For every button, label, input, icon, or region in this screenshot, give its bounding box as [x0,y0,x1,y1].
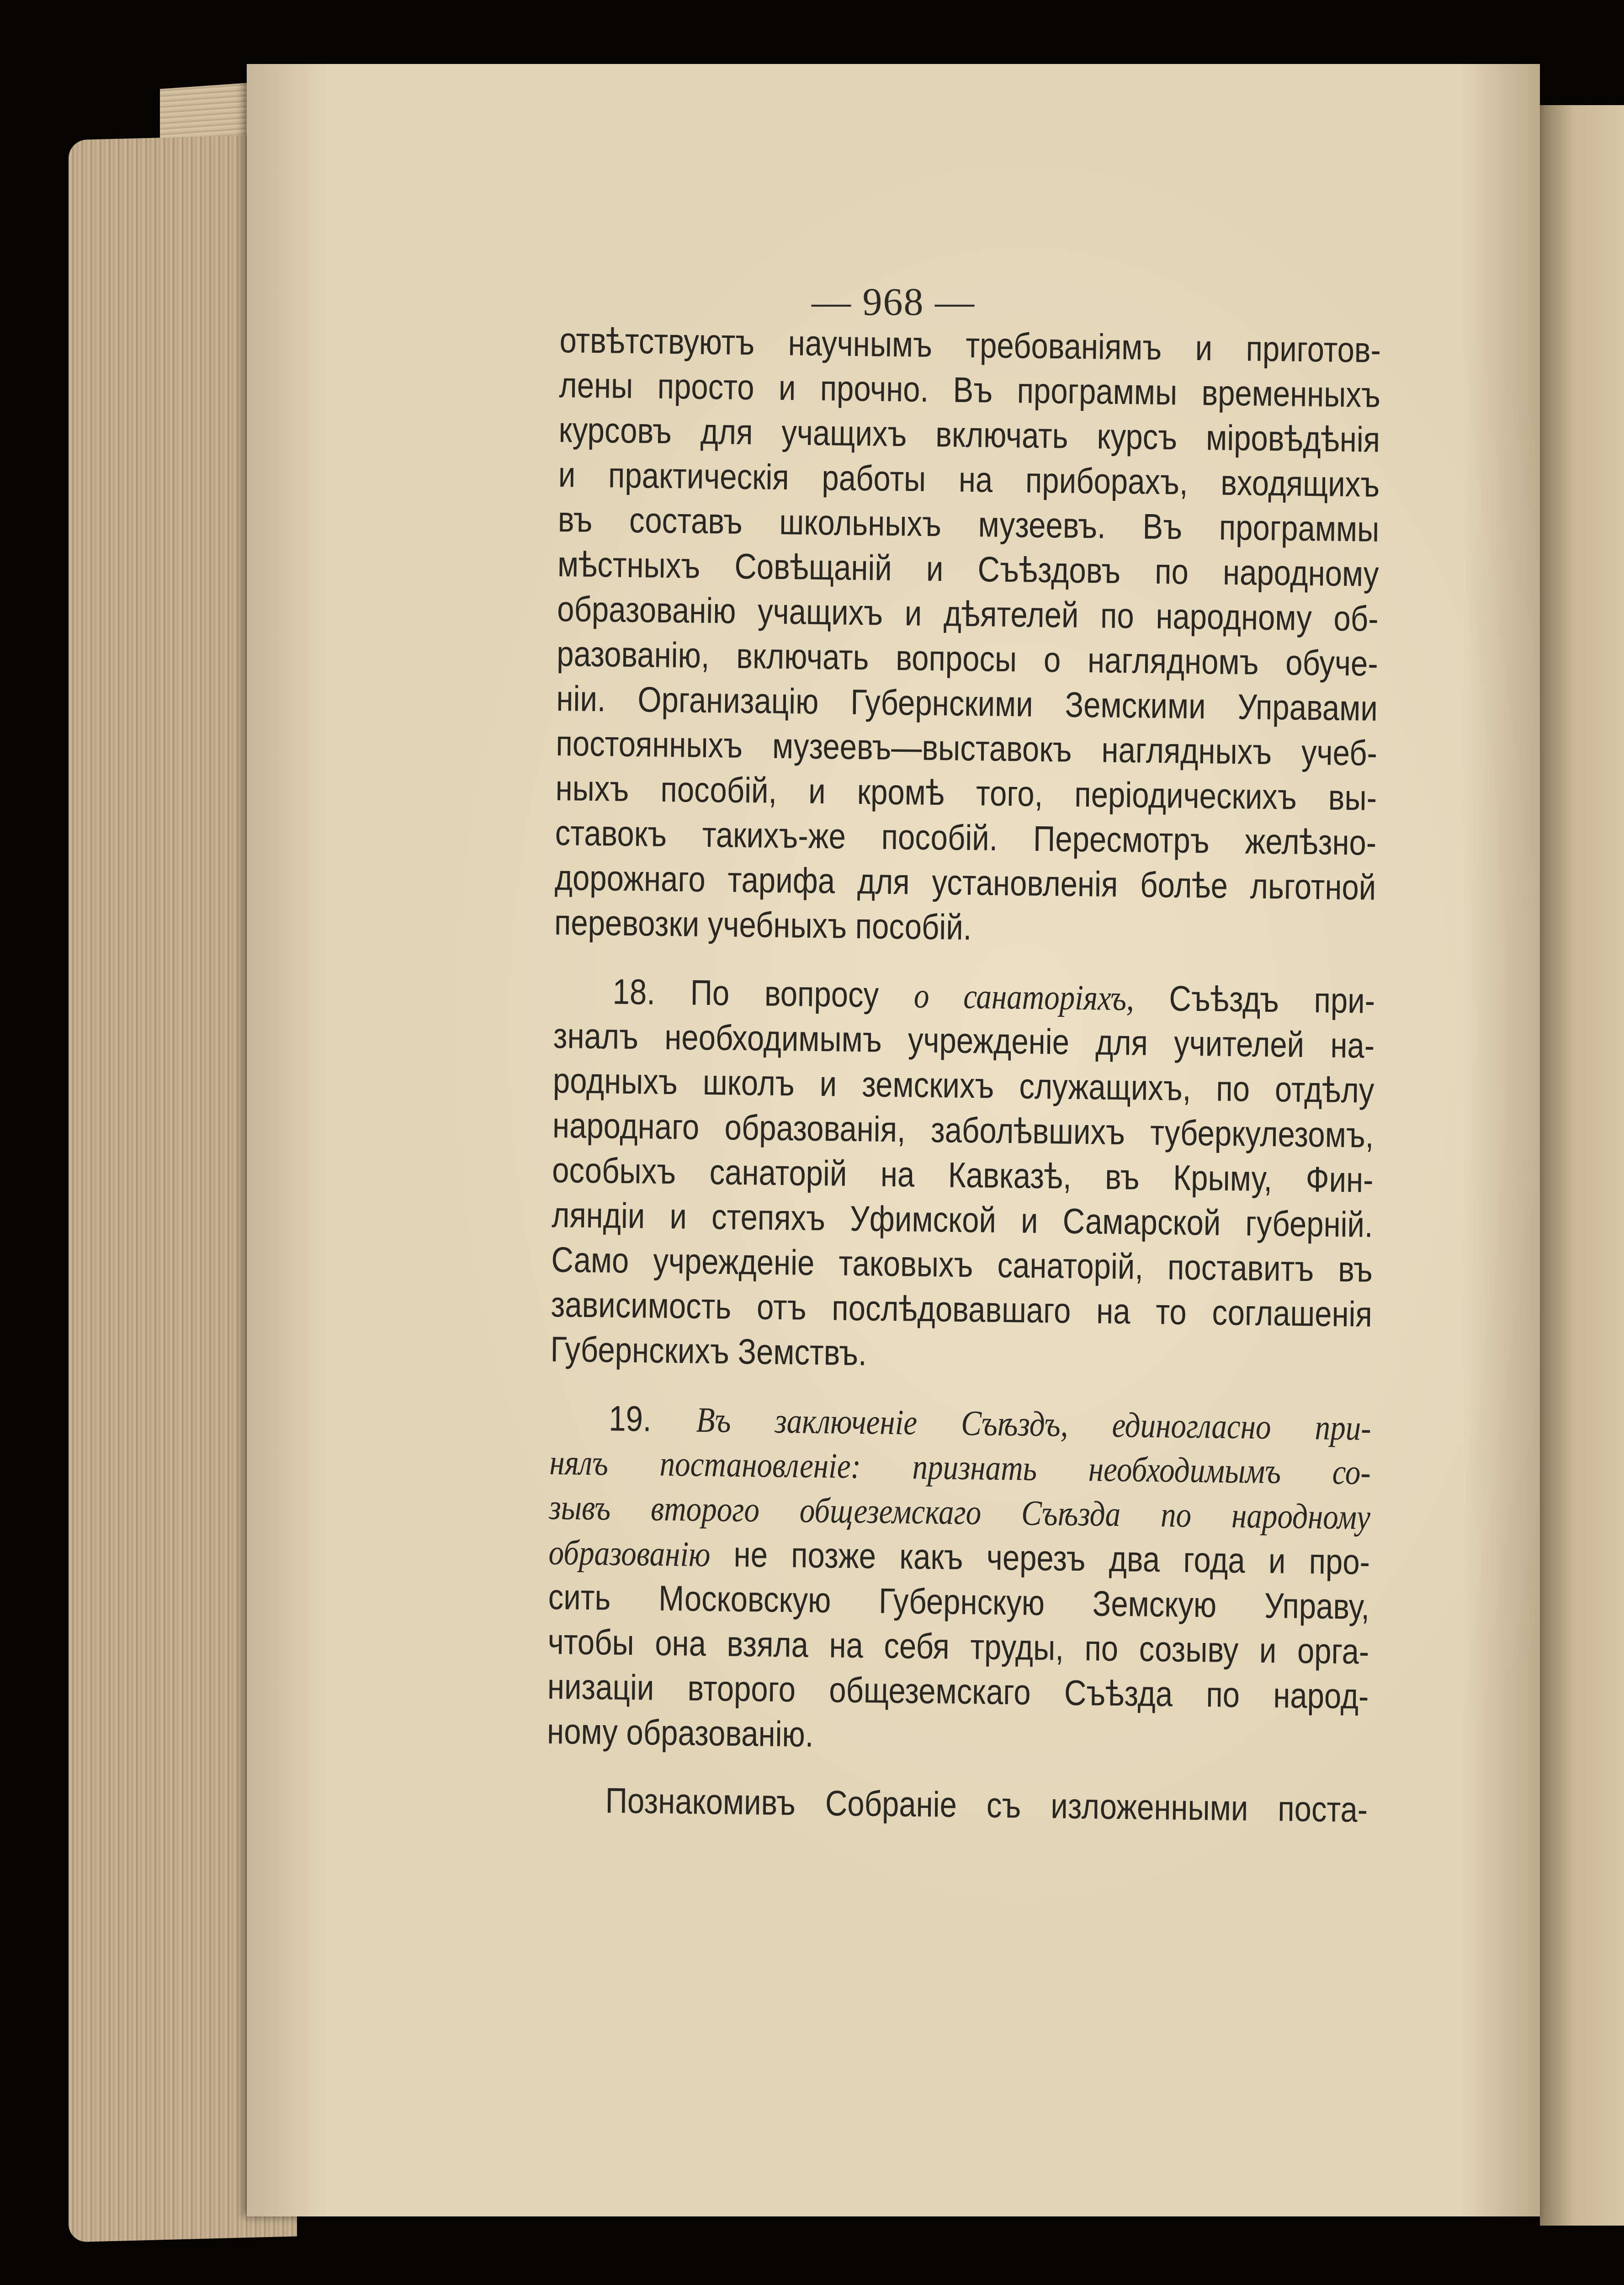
text-line: чтобы она взяла на себя труды, по созыву и орга- [547,1621,1369,1672]
text-line: курсовъ для учащихъ включать курсъ міровѣдѣнія [558,409,1380,460]
text-line: Познакомивъ Собраніе съ изложенными поста- [605,1780,1368,1830]
item-lead: По вопросу [690,972,879,1015]
italic-phrase: о санаторіяхъ, [913,975,1135,1018]
text-line: ніи. Организацію Губернскими Земскими Управами [556,678,1378,728]
item-number: 19. [608,1398,652,1439]
italic-line: зывъ второго общеземскаго Съѣзда по народному [549,1487,1371,1537]
item-rest: Съѣздъ при- [1169,978,1375,1021]
text-line: народнаго образованія, заболѣвшихъ туберкулезомъ, [552,1105,1374,1155]
text-line: въ составъ школьныхъ музеевъ. Въ программы [557,499,1380,549]
italic-phrase: образованію [548,1532,711,1574]
text-line: низаціи второго общеземскаго Съѣзда по народ- [547,1666,1369,1716]
item-rest: не позже какъ черезъ два года и про- [733,1534,1370,1582]
text-line: зналъ необходимымъ учрежденіе для учителей на- [553,1015,1375,1066]
italic-phrase: Въ заключеніе Съѣздъ, единогласно при- [696,1399,1372,1448]
adjacent-page-edge [1540,105,1624,2226]
text-line: образованію учащихъ и дѣятелей по народному об- [557,588,1379,639]
text-line: ному образованію. [547,1711,814,1754]
text-line: родныхъ школъ и земскихъ служащихъ, по отдѣлу [552,1060,1375,1111]
text-line: Само учрежденіе таковыхъ санаторій, поставитъ въ [551,1239,1373,1290]
item-number: 18. [612,971,656,1012]
text-line: постоянныхъ музеевъ—выставокъ наглядныхъ учеб- [556,723,1378,773]
text-line: ставокъ такихъ-же пособій. Пересмотръ желѣзно- [555,812,1377,863]
text-line: дорожнаго тарифа для установленія болѣе льготной [554,857,1376,908]
text-line: и практическія работы на приборахъ, входящихъ [558,454,1380,505]
text-line: лены просто и прочно. Въ программы временныхъ [559,364,1381,415]
book-page [247,64,1540,2216]
text-line: ляндіи и степяхъ Уфимской и Самарской губерній. [551,1194,1374,1245]
text-line: сить Московскую Губернскую Земскую Управу, [548,1576,1370,1627]
italic-line: нялъ постановленіе: признать необходимымъ со- [549,1442,1371,1492]
text-line: особыхъ санаторій на Кавказѣ, въ Крыму, Фин- [552,1149,1374,1200]
text-line: зависимость отъ послѣдовавшаго на то соглашенія [551,1284,1373,1334]
text-line: разованію, включать вопросы о наглядномъ обуче- [556,633,1379,684]
paragraph-1 [554,318,1381,953]
paragraph-closing [546,1777,1368,1831]
paragraph-19 [547,1395,1372,1762]
paragraph-18 [550,968,1375,1380]
text-line: ныхъ пособій, и кромѣ того, періодическихъ вы- [555,767,1377,818]
text-line: Губернскихъ Земствъ. [550,1328,867,1373]
text-line: мѣстныхъ Совѣщаній и Съѣздовъ по народному [557,543,1379,594]
body-text [546,318,1381,1831]
page-number: — 968 — [812,280,975,324]
text-line: отвѣтствуютъ научнымъ требованіямъ и приготов- [559,319,1381,370]
text-line: перевозки учебныхъ пособій. [554,902,972,948]
